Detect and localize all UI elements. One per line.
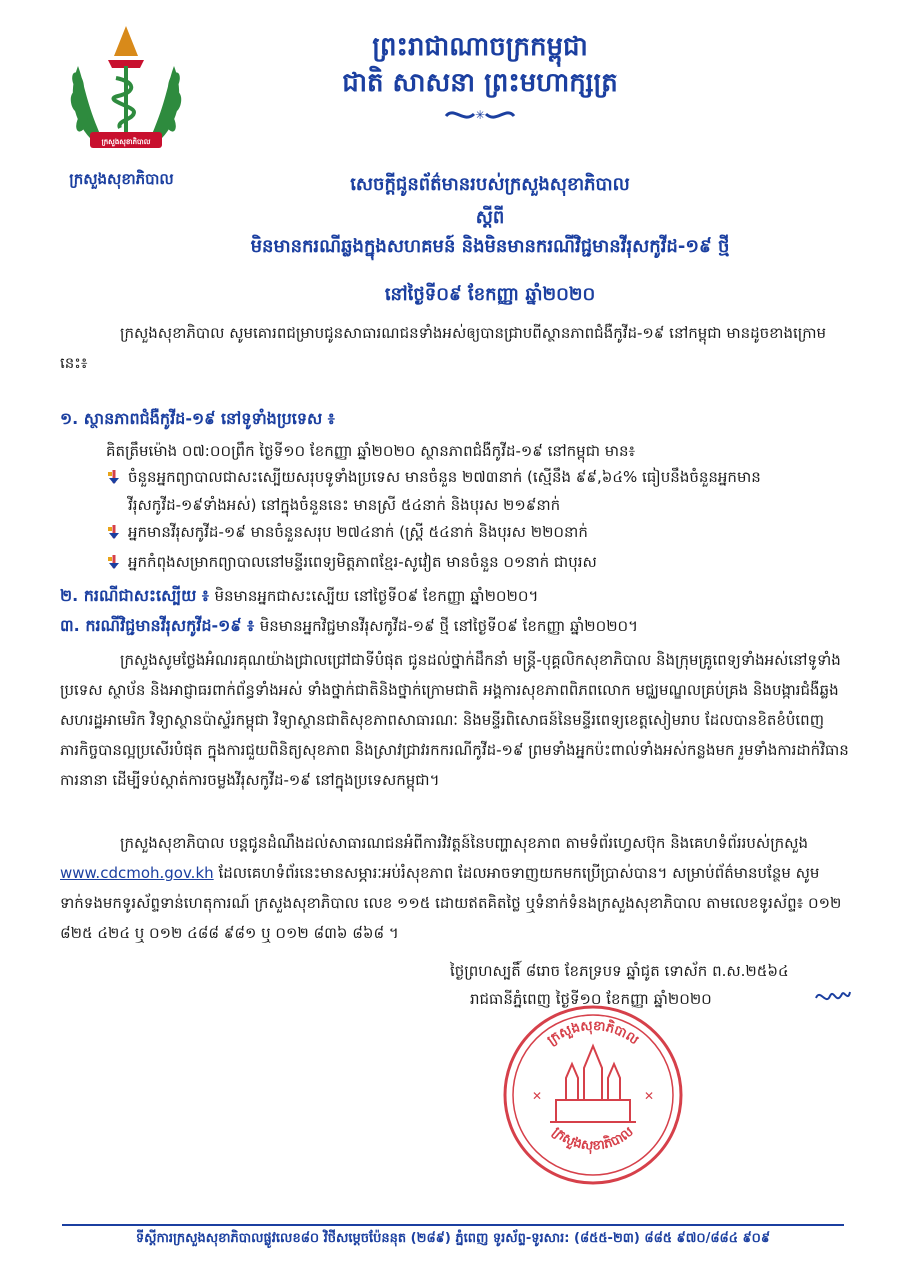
section-1-as-of: គិតត្រឹមម៉ោង ០៧:០០ព្រឹក ថ្ងៃទី១០ ខែកញ្ញា ឆ្នាំ២០២០ ស្ថានភាពជំងឺកូវីដ-១៩ នៅកម្ពុជា មាន៖: [106, 442, 636, 460]
bullet-text: អ្នកមានវីរុសកូវីដ-១៩ មានចំនួនសរុប ២៧៤នាក់ (ស្ត្រី ៥៤នាក់ និងបុរស ២២០នាក់: [128, 523, 588, 541]
bullet-arrow-icon: [106, 518, 128, 546]
section-3: [60, 612, 850, 640]
bullet-text: អ្នកកំពុងសម្រាកព្យាបាលនៅមន្ទីរពេទ្យមិត្តភាពខ្មែរ-សូវៀត មានចំនួន ០១នាក់ ជាបុរស: [128, 553, 597, 571]
seal-top-text: ក្រសួងសុខាភិបាល: [544, 1018, 642, 1049]
seal-bottom-text: ក្រសួងសុខាភិបាល: [549, 1124, 637, 1154]
svg-text:✳: ✳: [474, 108, 486, 122]
section-3-text: មិនមានអ្នកវិជ្ជមានវីរុសកូវីដ-១៩ ថ្មី នៅថ្ងៃទី០៩ ខែកញ្ញា ឆ្នាំ២០២០។: [259, 617, 639, 635]
signature: [812, 984, 852, 1010]
svg-text:✕: ✕: [532, 1089, 543, 1103]
section-1-heading: ១. ស្ថានភាពជំងឺកូវីដ-១៩ នៅទូទាំងប្រទេស ៖: [60, 409, 335, 428]
section-2-heading: ២. ករណីជាសះស្បើយ ៖: [60, 586, 209, 605]
list-item: [106, 463, 856, 519]
place-date: រាជធានីភ្នំពេញ ថ្ងៃទី១០ ខែកញ្ញា ឆ្នាំ២០២០: [470, 990, 712, 1008]
bullet-arrow-icon: [106, 463, 128, 491]
ministry-emblem-logo: [64, 22, 188, 170]
ministry-caption: ក្រសួងសុខាភិបាល: [69, 170, 174, 188]
svg-text:✕: ✕: [644, 1089, 655, 1103]
document-date: នៅថ្ងៃទី០៩ ខែកញ្ញា ឆ្នាំ២០២០: [384, 284, 596, 305]
list-item: [106, 518, 856, 546]
info-text-before-link: ក្រសួងសុខាភិបាល បន្តជូនដំណឹងដល់សាធារណជនអំពីការវិវត្តន៍នៃបញ្ហាសុខភាព តាមទំព័រហ្វេសប៊ុក និងគេហទំព័ររបស់ក្រសួង: [120, 834, 808, 852]
footer-divider: [62, 1224, 844, 1226]
info-paragraph: [60, 828, 850, 948]
footer-address: ទីស្តីការក្រសួងសុខាភិបាលផ្លូវលេខ៨០ វិថីសម្តេចប៉ែននុត (២៨៩) ភ្នំពេញ ទូរស័ព្ទ-ទូរសារ: (៨៥៥-២៣) ៨៨៥ ៩៧០/៨៨៤ ៩០៩: [135, 1231, 771, 1246]
bullet-arrow-icon: [106, 548, 128, 576]
document-title-about: ស្តីពី: [475, 207, 505, 228]
list-item: [106, 548, 856, 576]
crown-icon: [108, 26, 144, 68]
lunar-date: ថ្ងៃព្រហស្បតិ៍ ៨រោច ខែភទ្របទ ឆ្នាំជូត ទោស័ក ព.ស.២៥៦៤: [450, 962, 789, 980]
section-2: [60, 582, 850, 610]
logo-banner-text: ក្រសួងសុខាភិបាល: [101, 138, 151, 146]
staff-serpent-icon: [114, 66, 134, 136]
document-subject: មិនមានករណីឆ្លងក្នុងសហគមន៍ និងមិនមានករណីវិជ្ជមានវីរុសកូវីដ-១៩ ថ្មី: [250, 236, 730, 257]
document-title: សេចក្តីជូនព័ត៌មានរបស់ក្រសួងសុខាភិបាល: [350, 174, 630, 195]
website-link[interactable]: www.cdcmoh.gov.kh: [60, 864, 214, 882]
info-text-after-link: ដែលគេហទំព័រនេះមានសម្ភារៈអប់រំសុខភាព ដែលអាចទាញយកមកប្រើប្រាស់បាន។ សម្រាប់ព័ត៌មានបន្ថែម សូមទាក់ទងមកទូរស័ព្ទទាន់ហេតុការណ៍ ក្រសួងសុខាភិបាល លេខ ១១៥ ដោយឥតគិតថ្លៃ ឬទំនាក់ទំនងក្រសួងសុខាភិបាល តាមលេខទូរស័ព្ទ៖ ០១២ ៨២៥ ៤២៤ ឬ ០១២ ៤៨៨ ៩៨១ ឬ ០១២ ៨៣៦ ៨៦៨ ។: [60, 864, 842, 942]
intro-paragraph: ក្រសួងសុខាភិបាល សូមគោរពជម្រាបជូនសាធារណជនទាំងអស់ឲ្យបានជ្រាបពីស្ថានភាពជំងឺកូវីដ-១៩ នៅកម្ពុជា មានដូចខាងក្រោមនេះ៖: [60, 324, 826, 372]
svg-text:ក្រសួងសុខាភិបាល: [549, 1124, 637, 1155]
official-seal: [498, 1000, 688, 1190]
ornament-divider-icon: [440, 104, 520, 126]
bullet-text: ចំនួនអ្នកព្យាបាលជាសះស្បើយសរុបទូទាំងប្រទេស មានចំនួន ២៧៣នាក់ (ស្មើនឹង ៩៩,៦៤% ធៀបនឹងចំនួនអ្នកមានវីរុសកូវីដ-១៩ទាំងអស់) នៅក្នុងចំនួននេះ មានស្រី ៥៤នាក់ និងបុរស ២១៩នាក់: [128, 468, 761, 514]
angkor-temple-icon: [550, 1046, 636, 1122]
section-3-heading: ៣. ករណីវិជ្ជមានវីរុសកូវីដ-១៩ ៖: [60, 616, 255, 635]
national-motto: ជាតិ សាសនា ព្រះមហាក្សត្រ: [342, 68, 618, 98]
kingdom-heading: ព្រះរាជាណាចក្រកម្ពុជា: [372, 32, 588, 62]
section-2-text: មិនមានអ្នកជាសះស្បើយ នៅថ្ងៃទី០៩ ខែកញ្ញា ឆ្នាំ២០២០។: [214, 587, 539, 605]
thanks-paragraph: ក្រសួងសូមថ្លែងអំណរគុណយ៉ាងជ្រាលជ្រៅជាទីបំផុត ជូនដល់ថ្នាក់ដឹកនាំ មន្ត្រី-បុគ្គលិកសុខាភិបាល និងក្រុមគ្រូពេទ្យទាំងអស់នៅទូទាំងប្រទេស ស្ថាប័ន និងអាជ្ញាធរពាក់ព័ន្ធទាំងអស់ ទាំងថ្នាក់ជាតិនិងថ្នាក់ក្រោមជាតិ អង្គការសុខភាពពិភពលោក មជ្ឈមណ្ឌលគ្រប់គ្រង និងបង្ការជំងឺឆ្លងសហរដ្ឋអាមេរិក វិទ្យាស្ថានប៉ាស្ទ័រកម្ពុជា វិទ្យាស្ថានជាតិសុខភាពសាធារណៈ និងមន្ទីរពិសោធន៍នៃមន្ទីរពេទ្យខេត្តសៀមរាប ដែលបានខិតខំបំពេញភារកិច្ចបានល្អប្រសើរបំផុត ក្នុងការជួយពិនិត្យសុខភាព និងស្រាវជ្រាវរកករណីកូវីដ-១៩ ព្រមទាំងអ្នកប៉ះពាល់ទាំងអស់កន្លងមក រួមទាំងការដាក់វិធានការនានា ដើម្បីទប់ស្កាត់ការចម្លងវីរុសកូវីដ-១៩ នៅក្នុងប្រទេសកម្ពុជា។: [60, 651, 849, 789]
